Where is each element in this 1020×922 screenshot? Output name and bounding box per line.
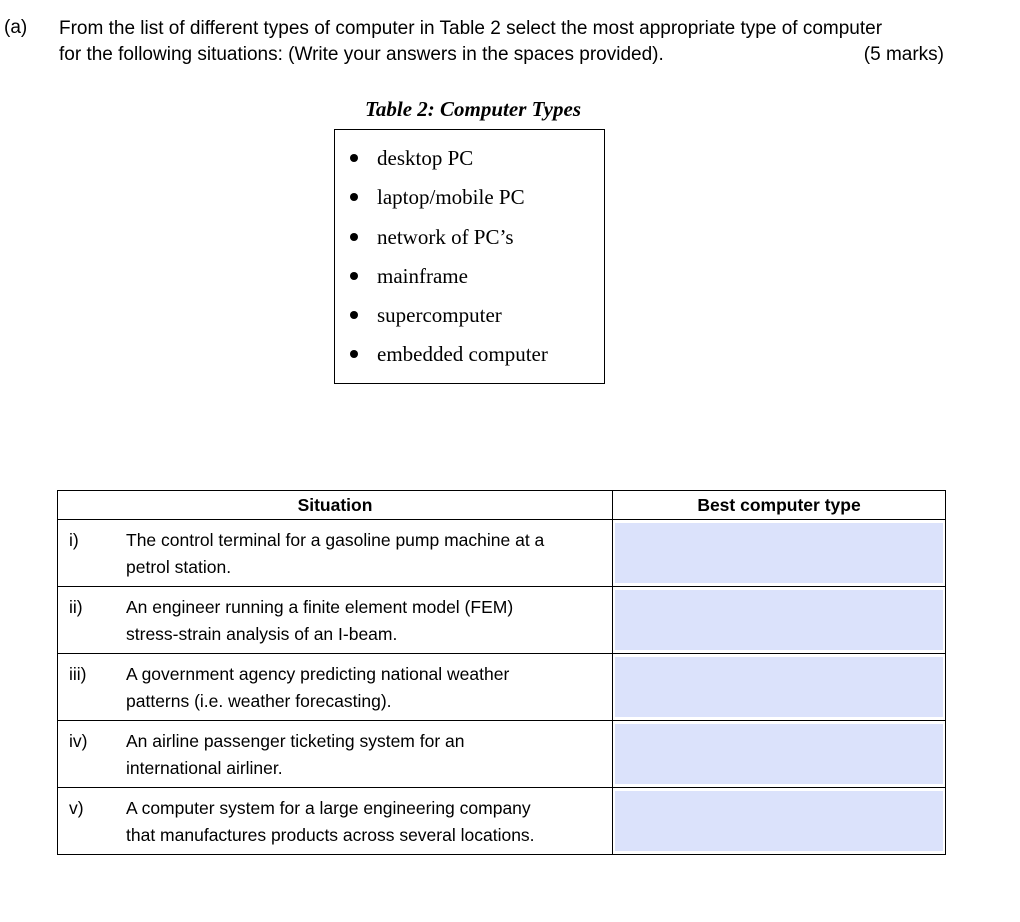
situation-description (126, 527, 612, 581)
answer-input-i[interactable] (615, 523, 943, 583)
situation-cell (58, 587, 613, 654)
computer-types-box (334, 129, 605, 384)
answer-input-v[interactable] (615, 791, 943, 851)
question-line-2-wrap (59, 42, 949, 68)
marks-label: (5 marks) (863, 44, 944, 65)
situation-description (126, 795, 612, 849)
table-row (58, 788, 946, 855)
answer-cell (613, 654, 946, 721)
header-best-computer-type: Best computer type (613, 491, 946, 520)
question-line-1: From the list of different types of computer in Table 2 select the most appropriate type of computer (59, 18, 883, 39)
situation-description (126, 661, 612, 715)
header-situation: Situation (58, 491, 613, 520)
situations-table (57, 490, 946, 855)
situation-line: patterns (i.e. weather forecasting). (126, 691, 392, 711)
computer-type-item: laptop/mobile PC (335, 185, 604, 224)
row-numeral: i) (69, 530, 79, 550)
computer-type-item: network of PC’s (335, 225, 604, 264)
computer-type-item: embedded computer (335, 342, 604, 381)
table-row (58, 721, 946, 788)
situation-cell (58, 520, 613, 587)
table-row (58, 654, 946, 721)
situation-line: An airline passenger ticketing system for an (126, 731, 465, 751)
question-text (59, 16, 949, 68)
row-numeral: iv) (69, 731, 88, 751)
situation-line: A computer system for a large engineering company (126, 798, 531, 818)
situation-line: stress-strain analysis of an I-beam. (126, 624, 398, 644)
table-2-caption: Table 2: Computer Types (364, 97, 581, 121)
answer-cell (613, 520, 946, 587)
answer-input-iii[interactable] (615, 657, 943, 717)
answer-cell (613, 721, 946, 788)
answer-cell (613, 587, 946, 654)
question-line-2: for the following situations: (Write your answers in the spaces provided). (59, 44, 664, 65)
table-row (58, 587, 946, 654)
computer-type-item: supercomputer (335, 303, 604, 342)
situation-line: The control terminal for a gasoline pump machine at a (126, 530, 545, 550)
computer-type-item: desktop PC (335, 146, 604, 185)
table-header-row (58, 491, 946, 520)
answer-input-iv[interactable] (615, 724, 943, 784)
computer-type-item: mainframe (335, 264, 604, 303)
row-numeral: v) (69, 798, 84, 818)
row-numeral: iii) (69, 664, 87, 684)
situation-line: An engineer running a finite element model (FEM) (126, 597, 514, 617)
table-row (58, 520, 946, 587)
situation-line: that manufactures products across several locations. (126, 825, 535, 845)
computer-types-list (335, 130, 604, 382)
situation-description (126, 728, 612, 782)
answer-cell (613, 788, 946, 855)
situation-cell (58, 654, 613, 721)
row-numeral: ii) (69, 597, 83, 617)
question-label: (a) (4, 17, 28, 38)
situation-cell (58, 721, 613, 788)
situation-line: petrol station. (126, 557, 232, 577)
answer-input-ii[interactable] (615, 590, 943, 650)
situation-line: A government agency predicting national weather (126, 664, 510, 684)
situation-description (126, 594, 612, 648)
situation-cell (58, 788, 613, 855)
situation-line: international airliner. (126, 758, 283, 778)
